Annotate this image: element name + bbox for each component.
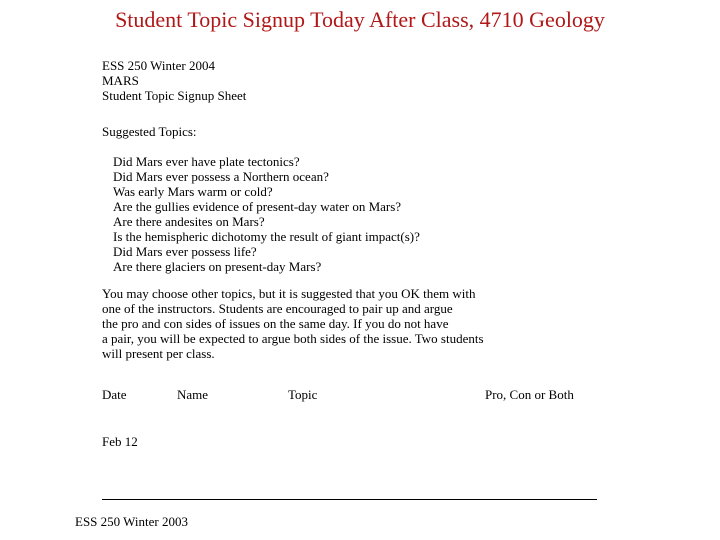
instructions-line: the pro and con sides of issues on the same day. If you do not have <box>102 316 449 331</box>
footer-text: ESS 250 Winter 2003 <box>75 514 188 529</box>
topic-item: Did Mars ever have plate tectonics? <box>113 154 300 169</box>
subject-line: MARS <box>102 73 139 88</box>
instructions-line: a pair, you will be expected to argue both sides of the issue. Two students <box>102 331 484 346</box>
topic-item: Is the hemispheric dichotomy the result of giant impact(s)? <box>113 229 420 244</box>
instructions-paragraph <box>102 286 622 361</box>
instructions-line: will present per class. <box>102 346 215 361</box>
signup-column-headers <box>102 387 622 402</box>
instructions-line: You may choose other topics, but it is suggested that you OK them with <box>102 286 476 301</box>
instructions-line: one of the instructors. Students are encouraged to pair up and argue <box>102 301 453 316</box>
topic-list <box>102 154 622 274</box>
topic-item: Was early Mars warm or cold? <box>113 184 273 199</box>
slide-title: Student Topic Signup Today After Class, 4710 Geology <box>115 7 605 32</box>
sheet-header <box>102 58 622 103</box>
signup-sheet <box>102 58 622 449</box>
column-stance: Pro, Con or Both <box>485 387 574 402</box>
topic-item: Are there andesites on Mars? <box>113 214 265 229</box>
signup-line <box>102 499 597 500</box>
signup-entry-date: Feb 12 <box>102 434 138 449</box>
column-topic: Topic <box>288 387 318 402</box>
column-date: Date <box>102 387 127 402</box>
course-line: ESS 250 Winter 2004 <box>102 58 215 73</box>
topic-item: Did Mars ever possess life? <box>113 244 257 259</box>
column-name: Name <box>177 387 209 402</box>
topic-item: Did Mars ever possess a Northern ocean? <box>113 169 329 184</box>
suggested-topics-label: Suggested Topics: <box>102 124 197 139</box>
topic-item: Are the gullies evidence of present-day water on Mars? <box>113 199 402 214</box>
sheet-title-line: Student Topic Signup Sheet <box>102 88 247 103</box>
topic-item: Are there glaciers on present-day Mars? <box>113 259 322 274</box>
